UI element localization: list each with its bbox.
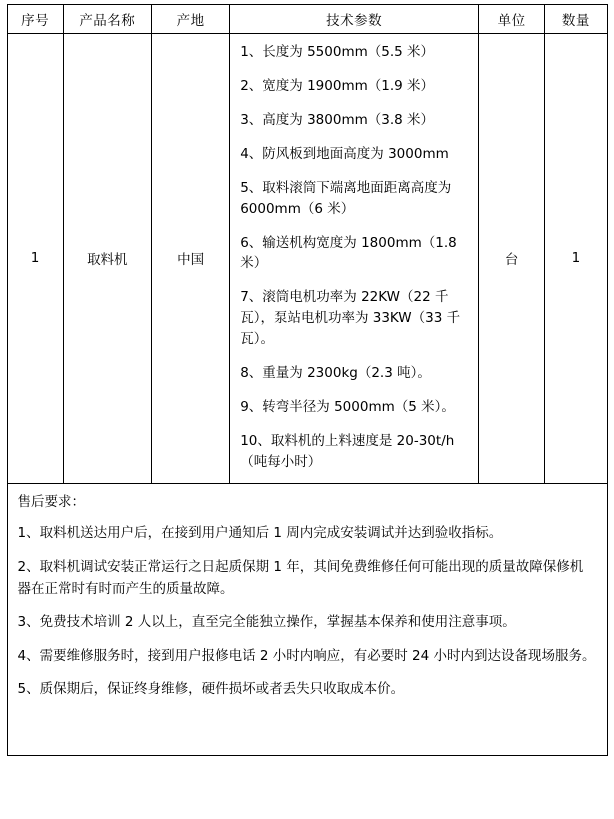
tech-spec-item: 7、滚筒电机功率为 22KW（22 千瓦），泵站电机功率为 33KW（33 千瓦）。 xyxy=(240,289,461,348)
tech-spec-item: 2、宽度为 1900mm（1.9 米） xyxy=(240,77,435,94)
table-header-row xyxy=(7,5,607,34)
header-cell-qty: 数量 xyxy=(545,5,607,34)
cell-unit: 台 xyxy=(479,34,545,484)
header-cell-unit: 单位 xyxy=(479,5,545,34)
after-sales-item: 1、取料机送达用户后，在接到用户通知后 1 周内完成安装调试并达到验收指标。 xyxy=(17,525,503,542)
after-sales-item: 3、免费技术培训 2 人以上，直至完全能独立操作，掌握基本保养和使用注意事项。 xyxy=(17,614,516,631)
cell-quantity: 1 xyxy=(545,34,607,484)
tech-spec-item: 8、重量为 2300kg（2.3 吨）。 xyxy=(240,365,431,382)
tech-spec-item: 5、取料滚筒下端离地面距离高度为 6000mm（6 米） xyxy=(240,179,452,217)
after-sales-item: 5、质保期后，保证终身维修，硬件损坏或者丢失只收取成本价。 xyxy=(17,681,405,698)
tech-spec-list xyxy=(230,34,478,483)
tech-spec-item: 1、长度为 5500mm（5.5 米） xyxy=(240,44,435,60)
table-row xyxy=(7,34,607,484)
tech-spec-item: 3、高度为 3800mm（3.8 米） xyxy=(240,111,435,128)
cell-tech-specs xyxy=(230,34,479,484)
cell-origin: 中国 xyxy=(151,34,229,484)
tech-spec-item: 4、防风板到地面高度为 3000mm xyxy=(240,145,449,162)
header-cell-no: 序号 xyxy=(7,5,63,34)
header-cell-origin: 产地 xyxy=(151,5,229,34)
header-cell-name: 产品名称 xyxy=(63,5,151,34)
header-cell-spec: 技术参数 xyxy=(230,5,479,34)
after-sales-title: 售后要求： xyxy=(17,493,85,510)
tech-spec-item: 10、取料机的上料速度是 20-30t/h（吨每小时） xyxy=(240,432,455,470)
product-spec-table xyxy=(7,4,608,484)
cell-product-name: 取料机 xyxy=(63,34,151,484)
after-sales-item: 2、取料机调试安装正常运行之日起质保期 1 年，其间免费维修任何可能出现的质量故障保修机器在正常时有时而产生的质量故障。 xyxy=(17,559,584,597)
tech-spec-item: 9、转弯半径为 5000mm（5 米）。 xyxy=(240,399,455,416)
tech-spec-item: 6、输送机构宽度为 1800mm（1.8 米） xyxy=(240,234,457,272)
after-sales-item: 4、需要维修服务时，接到用户报修电话 2 小时内响应，有必要时 24 小时内到达设备现场服务。 xyxy=(17,647,596,664)
cell-no: 1 xyxy=(7,34,63,484)
after-sales-section xyxy=(7,484,608,756)
